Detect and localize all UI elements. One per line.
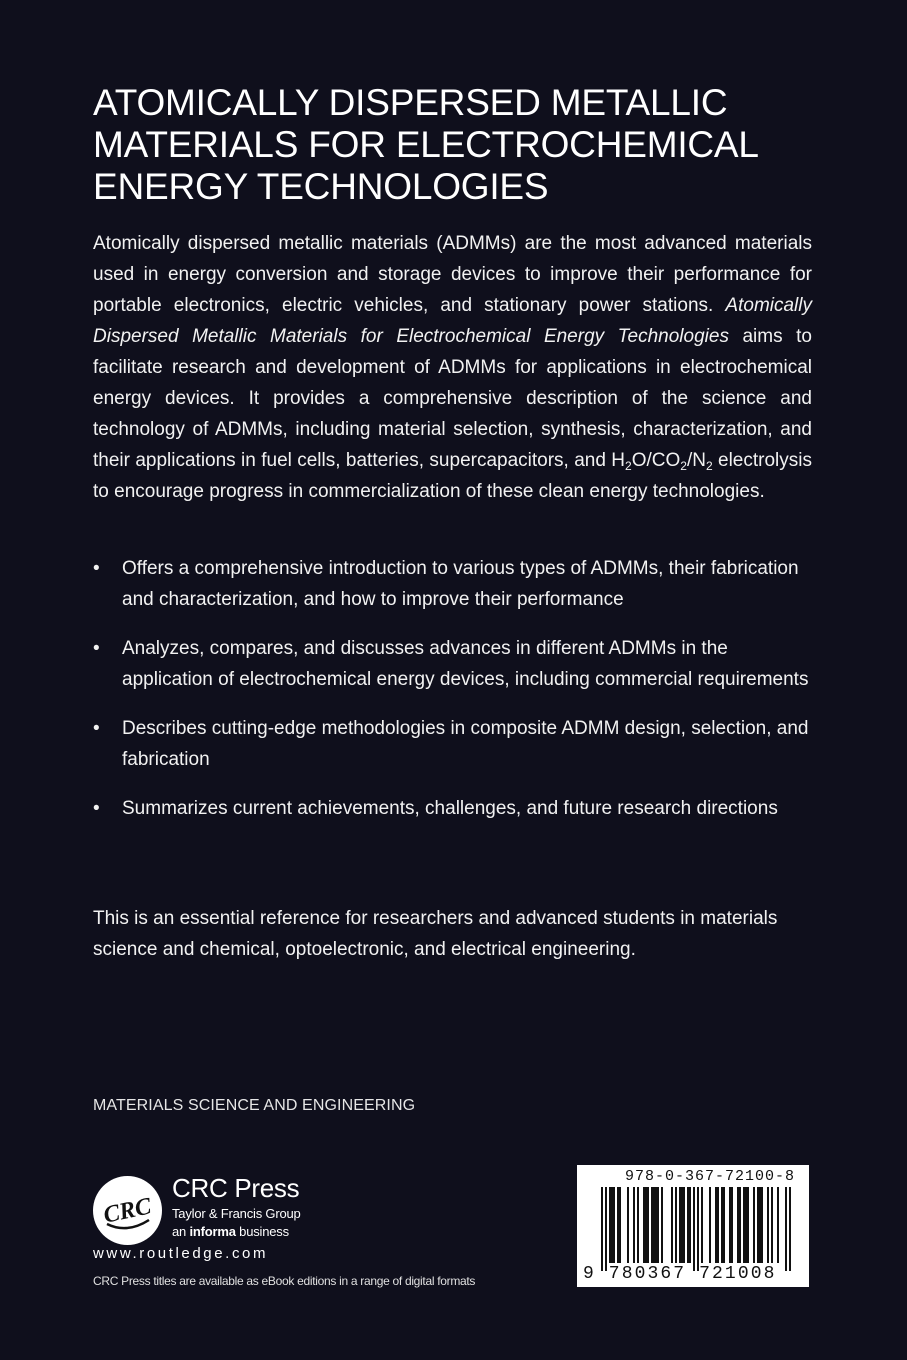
description-paragraph [93,228,812,507]
description-part-1: Atomically dispersed metallic materials (ADMMs) are the most advanced materials used in energy conversion and storage devices to improve their performance for portable electronics, electric vehicles, and stationary power stations. [93,233,812,316]
bullet-icon: • [93,558,100,579]
publisher-block [172,1172,301,1241]
barcode-bar [617,1187,619,1263]
bullet-icon: • [93,718,100,739]
list-item-text: Summarizes current achievements, challenges, and future research directions [122,798,778,819]
barcode-bar [789,1187,791,1271]
barcode-digits: 9 780367 721008 [583,1264,777,1284]
description-part-5: electrolysis to encourage progress in commercialization of these clean energy technologies. [93,450,812,502]
crc-logo-graphic [93,1176,162,1245]
barcode-bar [653,1187,655,1263]
bullet-icon: • [93,638,100,659]
barcode-bar [687,1187,689,1263]
publisher-informa [172,1223,301,1241]
barcode-bar [767,1187,769,1263]
barcode-bar [601,1187,603,1271]
publisher-name: CRC Press [172,1173,300,1203]
barcode-bar [627,1187,629,1263]
barcode-bar [731,1187,733,1263]
barcode-bar [697,1187,699,1271]
description-part-3: O/CO [631,450,681,471]
subscript-h2: 2 [625,459,632,473]
barcode-bar [771,1187,773,1263]
barcode-bar [609,1187,611,1263]
list-item [93,713,812,775]
title-line-2: MATERIALS FOR ELECTROCHEMICAL [93,124,759,165]
barcode-bar [611,1187,613,1263]
informa-suffix: business [235,1224,289,1239]
subscript-n2: 2 [705,459,713,473]
title-line-1: ATOMICALLY DISPERSED METALLIC [93,82,728,123]
barcode-bar [619,1187,621,1263]
book-title [93,82,813,208]
barcode-bar [745,1187,747,1263]
barcode-bar [785,1187,787,1271]
ebook-note: CRC Press titles are available as eBook editions in a range of digital formats [93,1274,476,1288]
description-book-title: Atomically Dispersed Metallic Materials for Electrochemical Energy Technologies [93,295,812,347]
list-item-text: Analyzes, compares, and discusses advances in different ADMMs in the application of electrochemical energy devices, including commercial requirements [122,638,809,690]
list-item-text: Offers a comprehensive introduction to various types of ADMMs, their fabrication and characterization, and how to improve their performance [122,558,799,610]
title-line-3: ENERGY TECHNOLOGIES [93,166,549,207]
barcode-bar [647,1187,649,1263]
list-item-text: Describes cutting-edge methodologies in composite ADMM design, selection, and fabrication [122,718,809,770]
barcode-bar [693,1187,695,1271]
barcode-bar [683,1187,685,1263]
barcode-bar [709,1187,711,1263]
description-part-2: aims to facilitate research and development of ADMMs for applications in electrochemical energy devices. It provides a comprehensive description of the science and technology of ADMMs, including material selection, synthesis, characterization, and their applications in fuel cells, batteries, supercapacitors, and H [93,326,812,471]
barcode-bar [633,1187,635,1263]
barcode-bar [743,1187,745,1263]
barcode-bar [753,1187,755,1263]
barcode-bar [671,1187,673,1263]
informa-prefix: an [172,1224,190,1239]
barcode-bar [613,1187,615,1263]
logo-text: CRC [101,1193,154,1229]
barcode-bar [757,1187,759,1263]
bullet-icon: • [93,798,100,819]
barcode-bar [637,1187,639,1263]
description-part-4: /N [686,450,706,471]
feature-list [93,553,812,842]
subject-category: MATERIALS SCIENCE AND ENGINEERING [93,1097,416,1114]
barcode-bar [739,1187,741,1263]
barcode-bar [657,1187,659,1263]
list-item [93,633,812,695]
barcode-bar [729,1187,731,1263]
barcode-bar [737,1187,739,1263]
barcode-bar [717,1187,719,1263]
barcode-bar [715,1187,717,1263]
barcode-bar [701,1187,703,1263]
barcode-bar [651,1187,653,1263]
subscript-co2: 2 [680,459,687,473]
publisher-group: Taylor & Francis Group [172,1206,301,1221]
barcode-bar [643,1187,645,1263]
barcode-bar [777,1187,779,1263]
barcode-bar [747,1187,749,1263]
barcode-bar [679,1187,681,1263]
barcode-bar [689,1187,691,1263]
list-item [93,553,812,615]
crc-logo-icon [93,1176,162,1245]
barcode-bar [759,1187,761,1263]
barcode-bar [761,1187,763,1263]
isbn-number: 978-0-367-72100-8 [624,1168,795,1185]
barcode-bar [723,1187,725,1263]
barcode-bar [655,1187,657,1263]
isbn-barcode [577,1165,809,1287]
barcode-bar [645,1187,647,1263]
barcode-bar [721,1187,723,1263]
barcode-bar [681,1187,683,1263]
informa-bold: informa [189,1224,236,1239]
list-item [93,793,812,824]
barcode-bar [605,1187,607,1271]
barcode-bar [675,1187,677,1263]
closing-paragraph: This is an essential reference for researchers and advanced students in materials science and chemical, optoelectronic, and electrical engineering. [93,908,778,960]
barcode-bar [661,1187,663,1263]
publisher-website: www.routledge.com [93,1245,269,1262]
